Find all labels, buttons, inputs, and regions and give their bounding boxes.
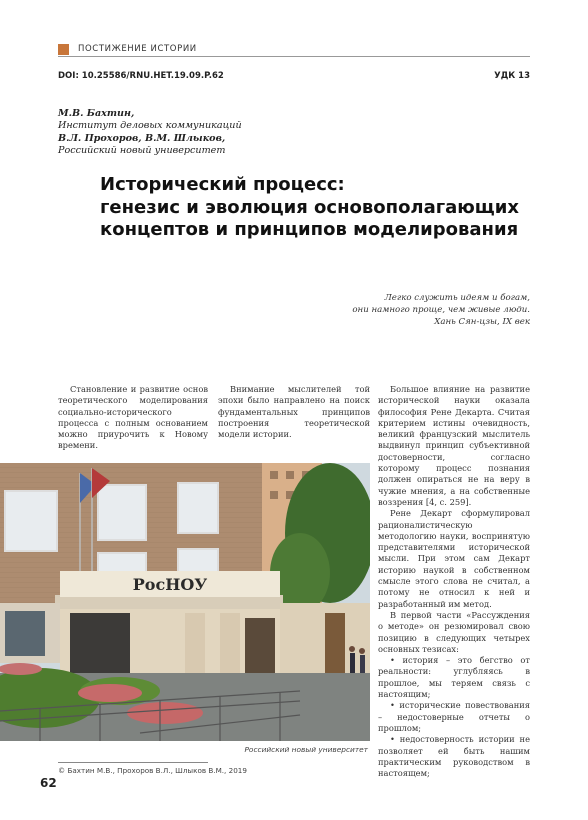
doi: DOI: 10.25586/RNU.HET.19.09.P.62 [58,71,224,81]
udk: УДК 13 [494,71,530,81]
epigraph [290,293,530,328]
epigraph-line: они намного проще, чем живые люди. [352,304,530,315]
article-title [100,174,530,242]
paragraph: В первой части «Рассуждения о методе» он резюмировал свою позицию в следующих четырех основных тезисах: [378,609,530,654]
university-photo [0,463,370,741]
author-affiliation: Российский новый университет [58,145,226,157]
page-number: 62 [40,776,57,790]
section-header [58,43,530,57]
section-label: ПОСТИЖЕНИЕ ИСТОРИИ [78,44,197,54]
paragraph: Внимание мыслителей той эпохи было направлено на поиск фундаментальных принципов построения теоретической модели истории. [218,384,370,440]
epigraph-line: Легко служить идеям и богам, [384,293,530,303]
photo-caption: Российский новый университет [244,745,368,754]
section-rule [58,56,530,57]
epigraph-attribution: Хань Сян-цзы, IX век [434,316,530,327]
authors [58,108,242,158]
building-sign: РосНОУ [132,575,208,594]
title-line: концептов и принципов моделирования [100,219,519,240]
bullet-item: • недостоверность истории не позволяет ей быть нашим практическим руководством в настоящем; [378,734,530,779]
text-column-1 [58,384,208,452]
title-line: Исторический процесс: [100,174,345,195]
university-building-image [0,463,370,741]
author-name: В.Л. Прохоров, В.М. Шлыков, [58,132,226,144]
bullet-item: • история – это бегство от реальности: углубляясь в прошлое, мы теряем связь с настоящим; [378,655,530,700]
author-affiliation: Институт деловых коммуникаций [58,120,242,132]
section-marker [58,44,69,55]
bullet-item: • исторические повествования – недостоверные отчеты о прошлом; [378,700,530,733]
paragraph: Рене Декарт сформулировал рационалистическую методологию науки, воспринятую представителями исторической мысли. При этом сам Декарт историю наукой в собственном смысле этого слова не считал, а потому не относил к ней и разработанный им метод. [378,508,530,609]
title-line: генезис и эволюция основополагающих [100,196,519,218]
text-column-3 [378,384,530,779]
paragraph: Становление и развитие основ теоретического моделирования социально-исторического процесса с полным основанием можно приурочить к Новому времени. [58,384,208,451]
text-column-2 [218,384,370,440]
copyright: © Бахтин М.В., Прохоров В.Л., Шлыков В.М., 2019 [58,766,247,775]
footer-rule [58,762,208,763]
author-name: М.В. Бахтин, [58,108,135,119]
paragraph: Большое влияние на развитие исторической науки оказала философия Рене Декарта. Считая критерием истины очевидность, великий французский мыслитель выдвинул принцип субъективной достоверности, согласно которому процесс познания должен опираться не на веру в чужие мнения, а на собственные воззрения [4, с. 259]. [378,384,530,507]
